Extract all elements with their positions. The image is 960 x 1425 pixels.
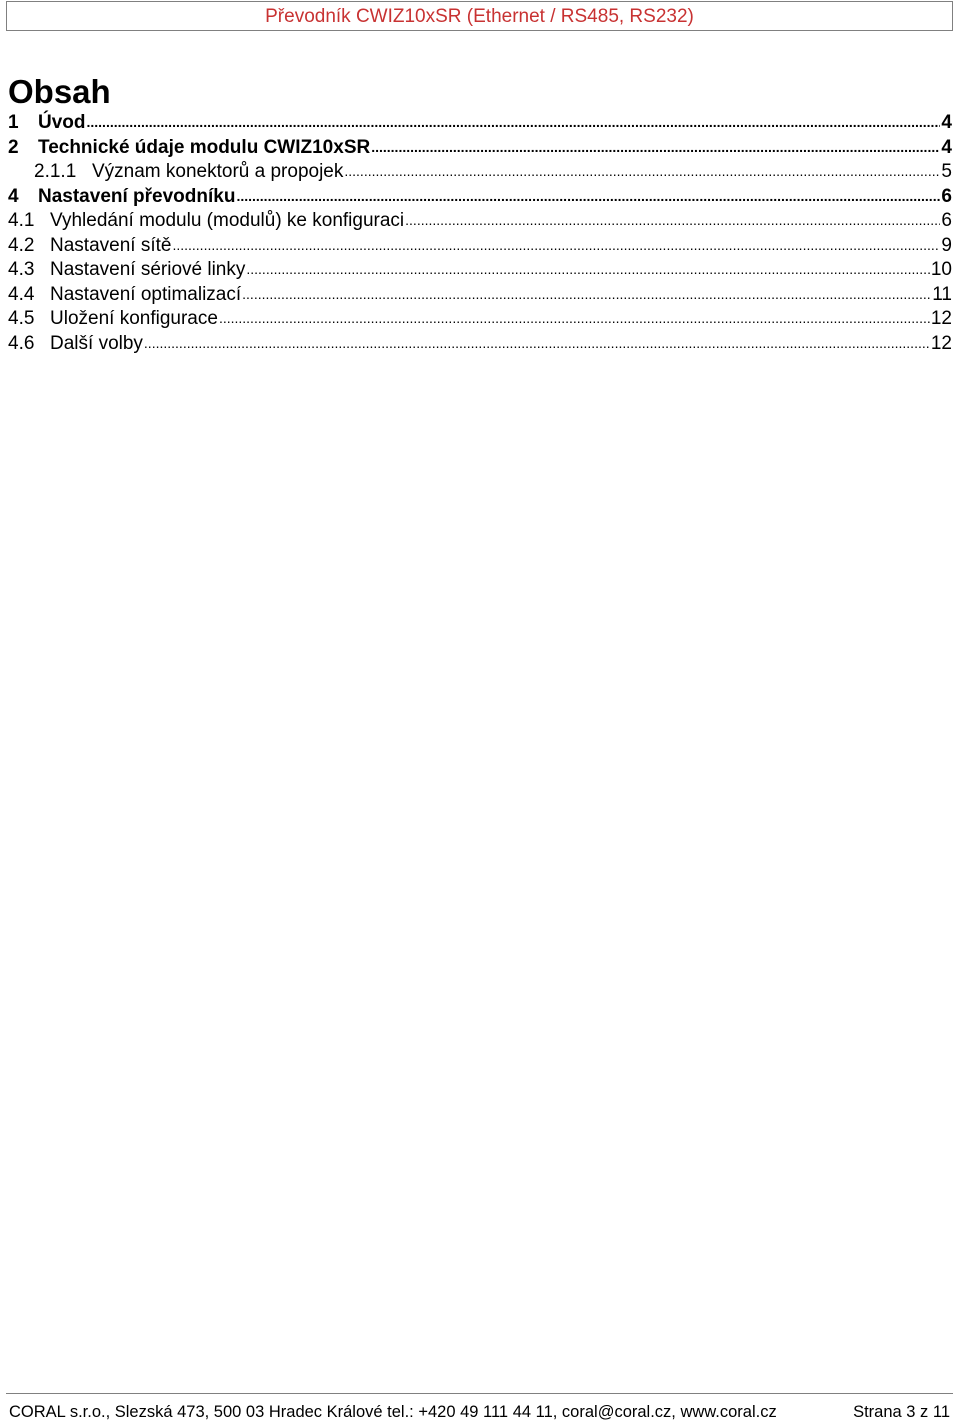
toc-entry-number: 2.1.1 bbox=[34, 161, 77, 182]
toc-entry[interactable] bbox=[8, 112, 952, 137]
toc-entry-number: 4.1 bbox=[8, 210, 35, 231]
toc-entry-page: 11 bbox=[932, 283, 952, 305]
toc-leader-dots bbox=[236, 185, 940, 207]
toc-leader-dots bbox=[344, 160, 940, 182]
footer-page-number: Strana 3 z 11 bbox=[853, 1403, 950, 1421]
toc-entry-page: 4 bbox=[941, 136, 952, 158]
toc-leader-dots bbox=[405, 209, 940, 231]
toc-entry[interactable] bbox=[8, 259, 952, 284]
toc-leader-dots bbox=[172, 234, 940, 256]
toc-entry-text: Nastavení převodníku bbox=[38, 185, 236, 207]
toc-entry[interactable] bbox=[8, 333, 952, 358]
toc-entry-number: 1 bbox=[8, 112, 19, 133]
toc-entry-number: 4.6 bbox=[8, 332, 35, 354]
toc-entry-text: Nastavení optimalizací bbox=[50, 283, 242, 305]
toc-leader-dots bbox=[246, 258, 929, 280]
toc-leader-dots bbox=[144, 332, 930, 354]
toc-entry-page: 12 bbox=[930, 332, 952, 354]
toc-entry-number: 2 bbox=[8, 136, 19, 158]
toc-entry-page: 4 bbox=[941, 112, 952, 133]
toc-entry-page: 12 bbox=[930, 308, 952, 329]
toc-entry-number: 4.3 bbox=[8, 259, 35, 280]
toc-entry-page: 6 bbox=[941, 185, 952, 207]
toc-entry[interactable] bbox=[8, 210, 952, 235]
toc-entry[interactable] bbox=[8, 186, 952, 211]
toc-entry[interactable] bbox=[8, 235, 952, 260]
header-title: Převodník CWIZ10xSR (Ethernet / RS485, RS232) bbox=[265, 6, 694, 27]
toc-leader-dots bbox=[219, 307, 930, 329]
toc-entry-text: Nastavení sériové linky bbox=[50, 259, 246, 280]
page-footer bbox=[6, 1393, 953, 1424]
toc-entry-text: Význam konektorů a propojek bbox=[92, 161, 344, 182]
toc-entry-text: Další volby bbox=[50, 332, 143, 354]
toc-entry-number: 4.5 bbox=[8, 308, 35, 329]
toc-entry[interactable] bbox=[8, 137, 952, 162]
toc-entry[interactable] bbox=[8, 308, 952, 333]
table-of-contents bbox=[8, 112, 952, 357]
toc-entry-text: Vyhledání modulu (modulů) ke konfiguraci bbox=[50, 210, 405, 231]
toc-entry-page: 10 bbox=[930, 259, 952, 280]
toc-entry[interactable] bbox=[8, 284, 952, 309]
toc-entry-text: Nastavení sítě bbox=[50, 234, 172, 256]
toc-entry-number: 4.4 bbox=[8, 283, 35, 305]
toc-title: Obsah bbox=[8, 73, 111, 110]
toc-leader-dots bbox=[87, 111, 941, 133]
toc-entry-page: 9 bbox=[941, 234, 952, 256]
toc-entry-number: 4.2 bbox=[8, 234, 35, 256]
toc-entry-page: 5 bbox=[941, 161, 952, 182]
page-header bbox=[6, 1, 953, 31]
toc-entry-text: Technické údaje modulu CWIZ10xSR bbox=[38, 136, 371, 158]
toc-entry-text: Úvod bbox=[38, 112, 86, 133]
toc-entry-page: 6 bbox=[941, 210, 952, 231]
toc-leader-dots bbox=[242, 283, 931, 305]
toc-entry-number: 4 bbox=[8, 185, 19, 207]
toc-entry[interactable] bbox=[8, 161, 952, 186]
toc-leader-dots bbox=[371, 136, 940, 158]
footer-company-info: CORAL s.r.o., Slezská 473, 500 03 Hradec Králové tel.: +420 49 111 44 11, coral@coral.cz, www.coral.cz bbox=[9, 1403, 777, 1421]
toc-entry-text: Uložení konfigurace bbox=[50, 308, 218, 329]
